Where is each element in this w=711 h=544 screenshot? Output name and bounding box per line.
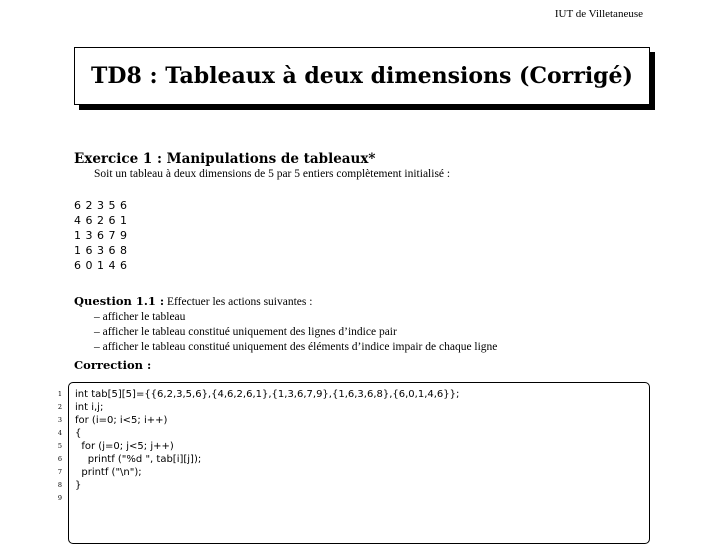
line-number: 9 [57, 494, 62, 502]
line-numbers [54, 388, 62, 505]
list-item: – afficher le tableau [94, 310, 497, 325]
exercise-title: Exercice 1 : Manipulations de tableaux* [74, 151, 376, 167]
line-number: 1 [57, 390, 62, 398]
question-list [94, 310, 497, 355]
code-line: int i,j; [75, 402, 104, 413]
matrix [74, 198, 127, 273]
code-line: for (i=0; i<5; i++) [75, 415, 168, 426]
line-number: 2 [57, 403, 62, 411]
line-number: 8 [57, 481, 62, 489]
line-number: 3 [57, 416, 62, 424]
line-number: 5 [57, 442, 62, 450]
title-box [74, 47, 650, 105]
list-item: – afficher le tableau constitué uniquement des lignes d’indice pair [94, 325, 497, 340]
matrix-row: 6 2 3 5 6 [74, 199, 128, 212]
matrix-row: 1 6 3 6 8 [74, 244, 128, 257]
code-line: } [75, 480, 82, 491]
code-line [75, 492, 459, 505]
question-label: Question 1.1 : [74, 294, 165, 308]
question [74, 294, 312, 308]
line-number: 4 [57, 429, 62, 437]
list-item: – afficher le tableau constitué uniquement des éléments d’indice impair de chaque ligne [94, 340, 497, 355]
code-block [68, 382, 650, 544]
code-line: printf ("\n"); [75, 467, 142, 478]
matrix-row: 6 0 1 4 6 [74, 259, 128, 272]
correction-label: Correction : [74, 358, 152, 372]
line-number: 7 [57, 468, 62, 476]
matrix-row: 4 6 2 6 1 [74, 214, 128, 227]
exercise-intro: Soit un tableau à deux dimensions de 5 par 5 entiers complètement initialisé : [94, 168, 451, 180]
page-title: TD8 : Tableaux à deux dimensions (Corrigé) [91, 63, 633, 89]
code-line: printf ("%d ", tab[i][j]); [75, 454, 202, 465]
code-line: { [75, 428, 82, 439]
question-text: Effectuer les actions suivantes : [164, 296, 313, 308]
institution-header: IUT de Villetaneuse [554, 8, 643, 20]
code-lines [75, 388, 459, 505]
matrix-row: 1 3 6 7 9 [74, 229, 128, 242]
code-line: for (j=0; j<5; j++) [75, 441, 174, 452]
code-line: int tab[5][5]={{6,2,3,5,6},{4,6,2,6,1},{1,3,6,7,9},{1,6,3,6,8},{6,0,1,4,6}}; [75, 389, 460, 400]
line-number: 6 [57, 455, 62, 463]
